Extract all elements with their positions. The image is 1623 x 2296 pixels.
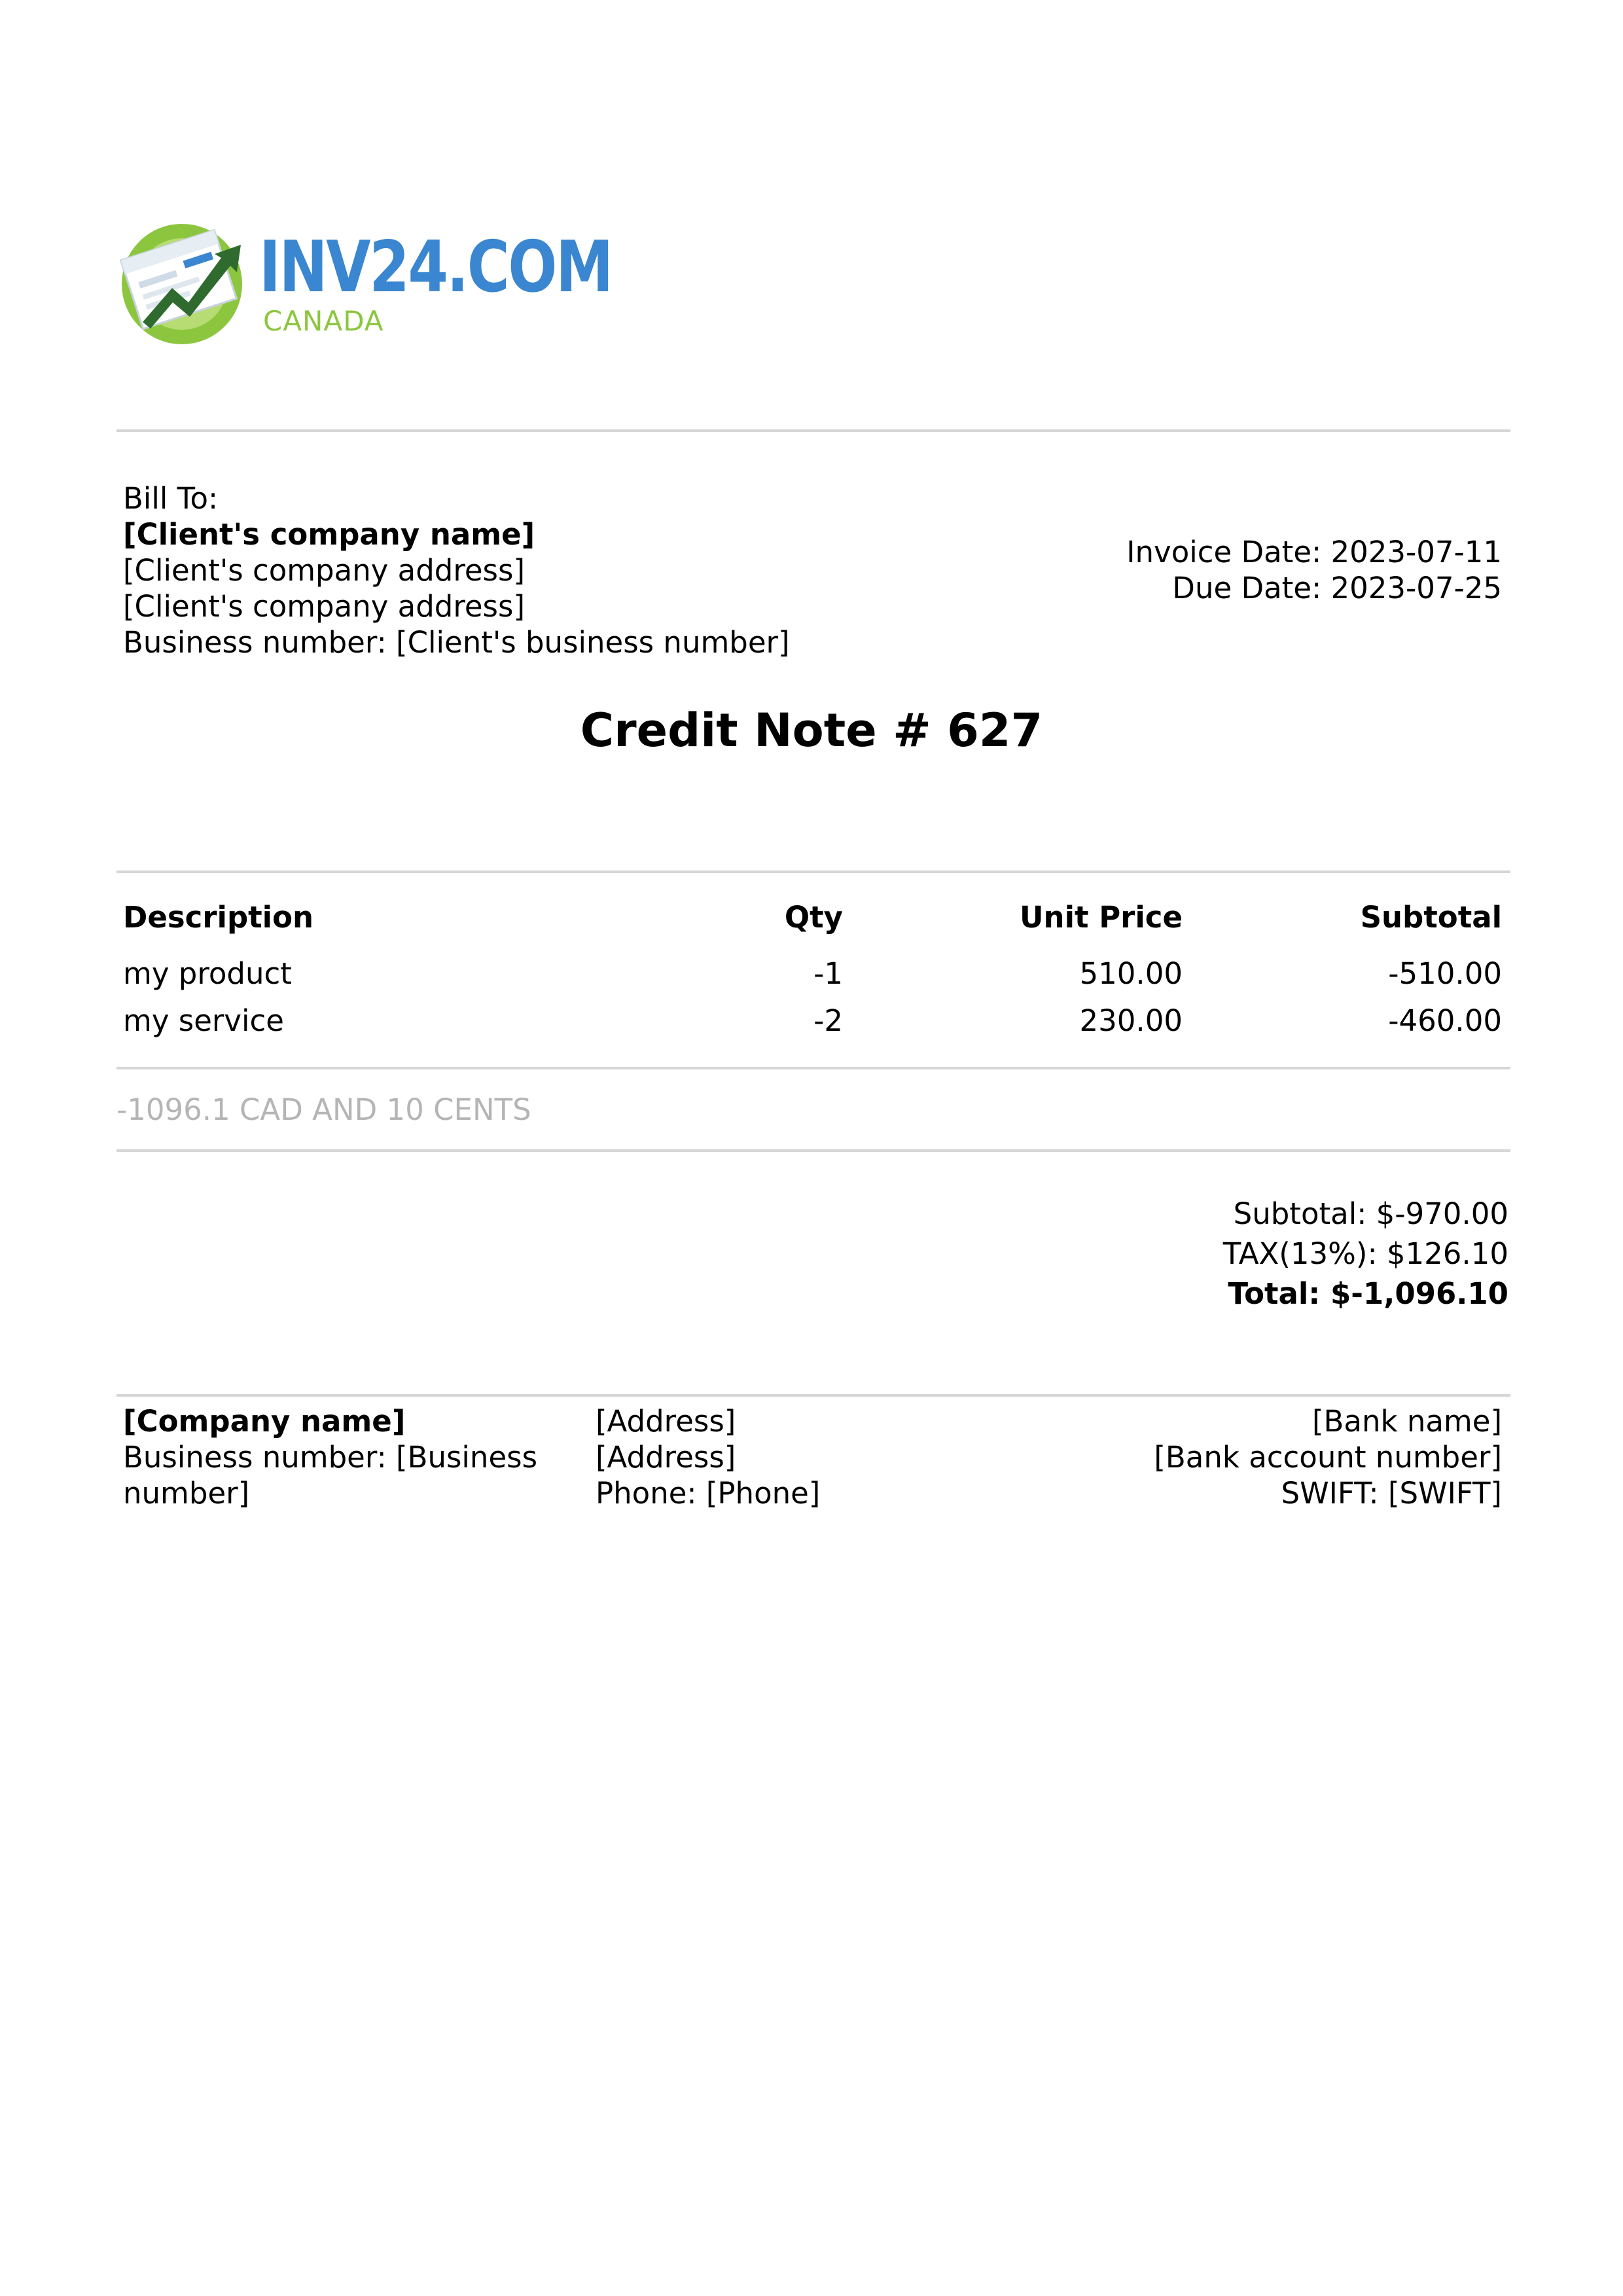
row-qty: -2 xyxy=(813,1003,843,1038)
invoice-growth-arrow-icon xyxy=(116,211,254,348)
footer-company-name: [Company name] xyxy=(123,1404,406,1439)
row-description: my product xyxy=(123,956,292,991)
amount-in-words: -1096.1 CAD AND 10 CENTS xyxy=(116,1092,531,1127)
client-company-name: [Client's company name] xyxy=(123,517,535,552)
client-address-1: [Client's company address] xyxy=(123,553,526,588)
header-qty: Qty xyxy=(784,900,843,935)
total-line: Total: $-1,096.10 xyxy=(1228,1276,1508,1311)
bill-to-label: Bill To: xyxy=(123,481,219,516)
table-bottom-divider xyxy=(116,1067,1510,1069)
footer-phone: Phone: [Phone] xyxy=(596,1476,821,1511)
footer-address-2: [Address] xyxy=(596,1440,736,1475)
document-title: Credit Note # 627 xyxy=(580,704,1043,757)
client-address-2: [Client's company address] xyxy=(123,589,526,624)
footer-address-1: [Address] xyxy=(596,1404,736,1439)
footer-address-block xyxy=(596,1403,820,1511)
dates-block xyxy=(1126,534,1502,606)
bill-to-block xyxy=(123,480,790,660)
subtotal-line: Subtotal: $-970.00 xyxy=(1233,1196,1508,1231)
words-divider xyxy=(116,1149,1510,1152)
invoice-date: Invoice Date: 2023-07-11 xyxy=(1126,535,1502,569)
footer-divider xyxy=(116,1394,1510,1397)
footer-bank-block xyxy=(1154,1403,1502,1511)
due-date: Due Date: 2023-07-25 xyxy=(1172,571,1502,605)
footer-business-number-2: number] xyxy=(123,1476,250,1511)
header-description: Description xyxy=(123,900,314,935)
row-subtotal: -460.00 xyxy=(1388,1003,1502,1038)
row-unit-price: 230.00 xyxy=(1079,1003,1183,1038)
company-logo xyxy=(116,211,612,348)
row-unit-price: 510.00 xyxy=(1079,956,1183,991)
logo-subtitle: CANADA xyxy=(263,305,384,337)
table-top-divider xyxy=(116,870,1510,873)
header-subtotal: Subtotal xyxy=(1360,900,1502,935)
row-qty: -1 xyxy=(813,956,843,991)
footer-swift: SWIFT: [SWIFT] xyxy=(1281,1476,1502,1511)
client-business-number: Business number: [Client's business number] xyxy=(123,625,790,660)
footer-business-number-1: Business number: [Business xyxy=(123,1440,538,1475)
footer-company-block xyxy=(123,1403,537,1511)
header-divider xyxy=(116,429,1510,432)
tax-line: TAX(13%): $126.10 xyxy=(1222,1236,1508,1271)
totals-block xyxy=(1223,1194,1508,1314)
row-subtotal: -510.00 xyxy=(1388,956,1502,991)
row-description: my service xyxy=(123,1003,284,1038)
logo-name: INV24.COM xyxy=(259,226,612,308)
footer-bank-name: [Bank name] xyxy=(1311,1404,1502,1439)
footer-bank-account: [Bank account number] xyxy=(1154,1440,1502,1475)
header-unit-price: Unit Price xyxy=(1020,900,1183,935)
